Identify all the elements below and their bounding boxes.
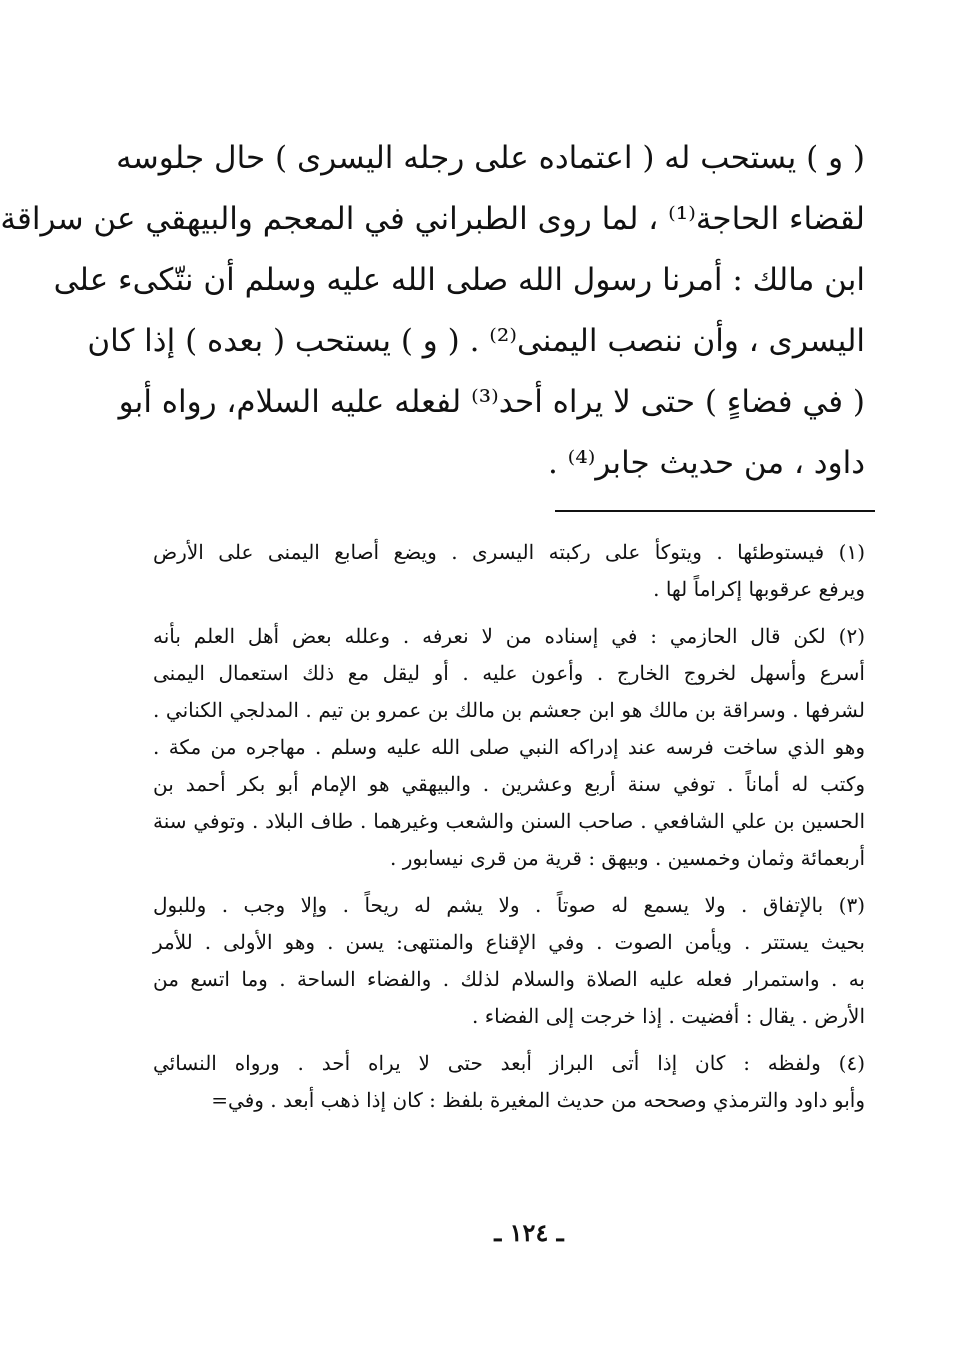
footnote-line: (٤) ولفظه : كان إذا أتى البراز أبعد حتى لا يراه أحد . ورواه النسائي [153, 1051, 865, 1075]
main-text-line: اليسرى ، وأن ننصب اليمنى⁽²⁾ . ( و ) يستحب ( بعده ) إذا كان [87, 323, 865, 359]
footnote-line: به . واستمرار فعله عليه الصلاة والسلام لذلك . والفضاء الساحة . وما اتسع من [153, 967, 865, 991]
footnote-1 [153, 534, 865, 608]
footnote-2 [153, 618, 865, 877]
main-text-line: لقضاء الحاجة⁽¹⁾ ، لما روى الطبراني في المعجم والبيهقي عن سراقة [0, 201, 865, 237]
footnote-line: وكتب له أماناً . توفي سنة أربع وعشرين . والبيهقي هو الإمام أبو بكر أحمد بن [153, 772, 865, 796]
footnote-line: (٣) بالإتفاق . ولا يسمع له صوتاً . ولا يشم له ريحاً . وإلا وجب . وللبول [153, 893, 865, 917]
footnote-line: (٢) لكن قال الحازمي : في إسناده من لا نعرفه . وعلله بعض أهل العلم بأنه [153, 624, 865, 648]
footnote-line: أسرع وأسهل لخروج الخارج . وأعون عليه . أو ليقل مع ذلك استعمال اليمنى [153, 661, 865, 685]
footnote-line: الأرض . يقال : أفضيت . إذا خرجت إلى الفضاء . [472, 1004, 865, 1028]
page-number: ـ ١٢٤ ـ [494, 1218, 564, 1247]
footnote-3 [153, 887, 865, 1035]
main-text-line: ( في فضاءٍ ) حتى لا يراه أحد⁽³⁾ لفعله عليه السلام، رواه أبو [118, 384, 865, 420]
footnote-divider [555, 510, 875, 512]
footnote-line: وهو الذي ساخت فرسه عند إدراكه النبي صلى الله عليه وسلم . مهاجره من مكة . [153, 735, 865, 759]
main-text-line: داود ، من حديث جابر⁽⁴⁾ . [547, 445, 865, 481]
main-text-block [0, 128, 865, 494]
main-text-line: ( و ) يستحب له ( اعتماده على رجله اليسرى ) حال جلوسه [116, 140, 865, 176]
main-text-line: ابن مالك : أمرنا رسول الله صلى الله عليه وسلم أن نتّكىء على [53, 262, 865, 298]
footnote-line: أربعمائة وثمان وخمسين . وبيهق : قرية من قرى نيسابور . [390, 846, 865, 870]
footnote-4 [153, 1045, 865, 1119]
footnote-line: بحيث يستتر . ويأمن الصوت . وفي الإقناع والمنتهى: يسن . وهو الأولى . للأمر [153, 930, 865, 954]
footnote-line: (١) فيستوطئها . ويتوكأ على ركبته اليسرى . ويضع أصابع اليمنى على الأرض [153, 540, 865, 564]
footnote-line: الحسين بن علي الشافعي . صاحب السنن والشعب وغيرهما . طاف البلاد . وتوفي سنة [153, 809, 865, 833]
footnote-line: لشرفها . وسراقة بن مالك هو ابن جعشم بن مالك بن عمرو بن تيم . المدلجي الكناني . [153, 698, 865, 722]
footnote-line: ويرفع عرقوبها إكراماً لها . [653, 577, 865, 601]
footnote-line: وأبو داود والترمذي وصححه من حديث المغيرة بلفظ : كان إذا ذهب أبعد . وفي= [211, 1088, 865, 1112]
footnotes-block [153, 534, 865, 1129]
